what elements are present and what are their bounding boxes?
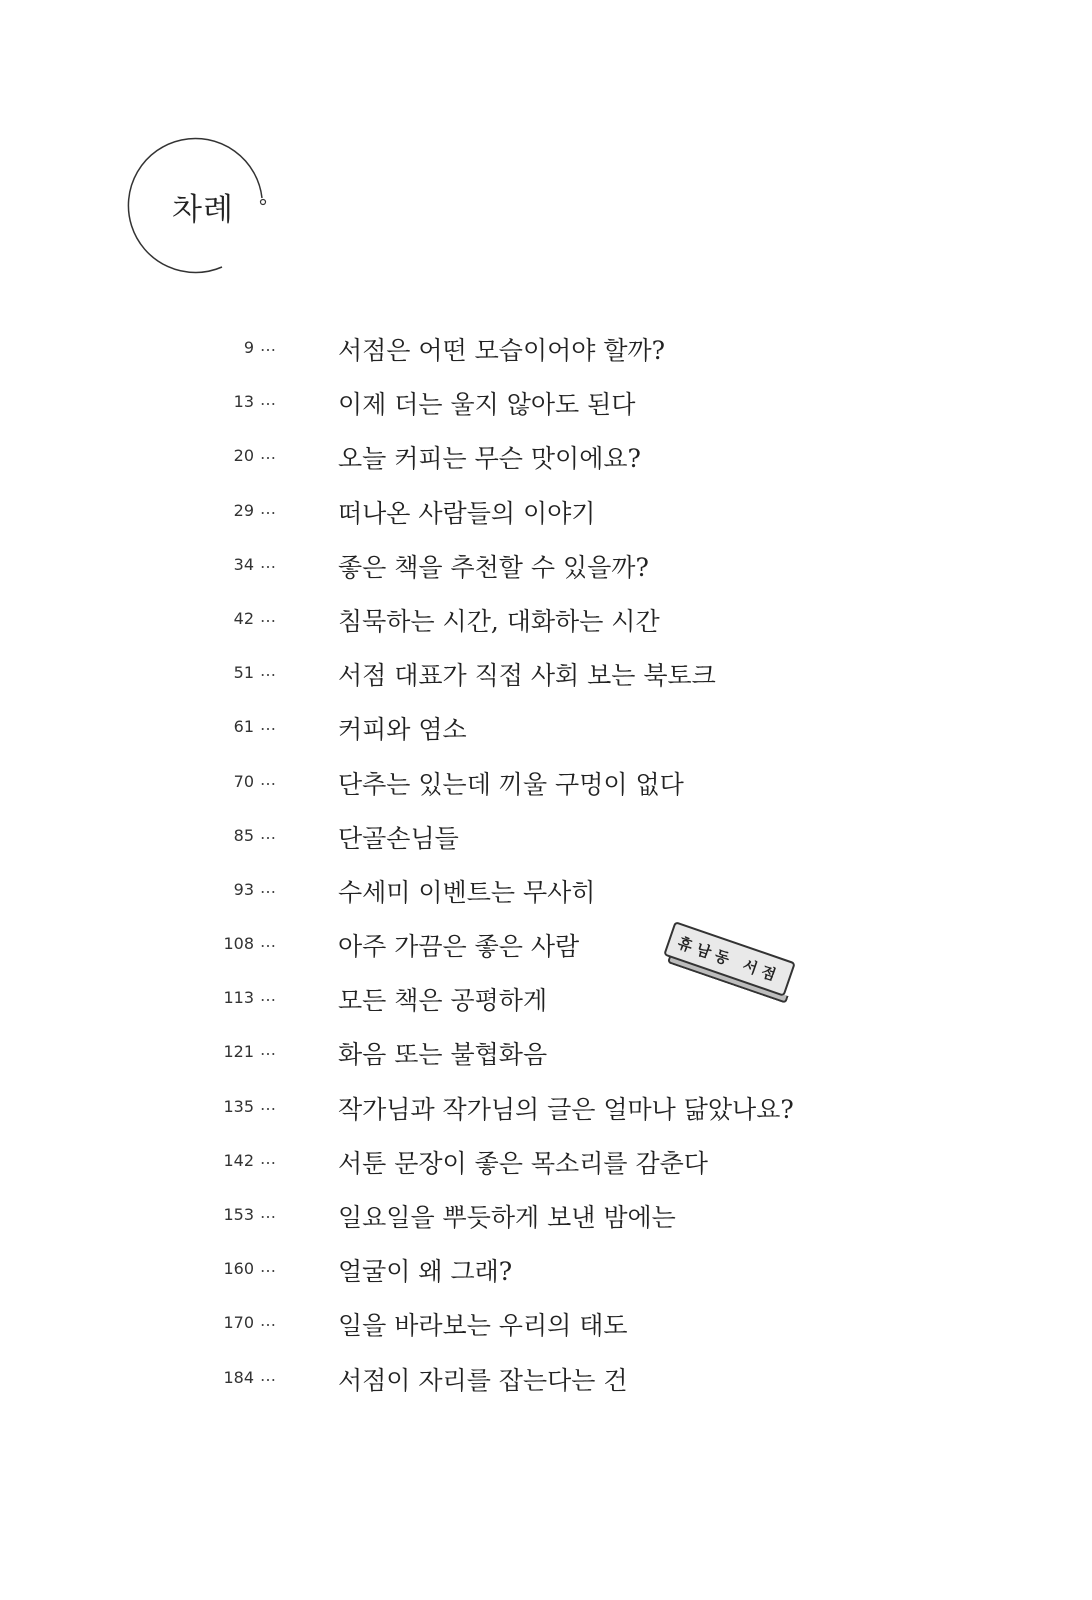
toc-leader: … bbox=[260, 444, 277, 464]
toc-leader: … bbox=[260, 552, 277, 572]
toc-entry bbox=[0, 378, 1092, 432]
toc-page-number: 70 bbox=[233, 771, 254, 791]
toc-leader: … bbox=[260, 769, 277, 789]
toc-page-number: 170 bbox=[223, 1313, 254, 1333]
toc-chapter-title: 커피와 염소 bbox=[338, 715, 467, 745]
toc-leader: … bbox=[260, 1148, 277, 1168]
toc-heading bbox=[126, 136, 268, 276]
toc-entry bbox=[0, 1354, 1092, 1408]
toc-chapter-title: 아주 가끔은 좋은 사람 bbox=[338, 932, 580, 962]
toc-chapter-title: 얼굴이 왜 그래? bbox=[338, 1257, 513, 1287]
toc-chapter-title: 침묵하는 시간, 대화하는 시간 bbox=[338, 606, 660, 636]
toc-entry bbox=[0, 812, 1092, 866]
toc-leader: … bbox=[260, 390, 277, 410]
toc-page-number: 153 bbox=[223, 1205, 254, 1224]
toc-leader: … bbox=[260, 336, 277, 355]
toc-page-number: 142 bbox=[223, 1150, 254, 1170]
toc-page-number: 121 bbox=[223, 1042, 254, 1062]
toc-entry bbox=[0, 1137, 1092, 1191]
toc-page-number: 160 bbox=[223, 1259, 254, 1279]
toc-page-number: 51 bbox=[233, 663, 254, 683]
toc-page-number: 61 bbox=[233, 717, 254, 737]
toc-entry bbox=[0, 1028, 1092, 1082]
toc-page-number: 113 bbox=[223, 988, 254, 1008]
toc-leader: … bbox=[260, 1094, 277, 1114]
toc-chapter-title: 화음 또는 불협화음 bbox=[338, 1040, 548, 1070]
toc-page-number: 29 bbox=[233, 500, 254, 520]
toc-entry bbox=[0, 758, 1092, 812]
toc-chapter-title: 수세미 이벤트는 무사히 bbox=[338, 877, 596, 907]
toc-chapter-title: 서점이 자리를 잡는다는 건 bbox=[338, 1365, 628, 1395]
toc-page-number: 108 bbox=[223, 934, 254, 954]
toc-entry bbox=[0, 974, 1092, 1028]
toc-entry bbox=[0, 1299, 1092, 1353]
toc-page-number: 34 bbox=[233, 554, 254, 574]
toc-leader: … bbox=[260, 498, 277, 518]
toc-page-number: 13 bbox=[233, 392, 254, 412]
toc-chapter-title: 일을 바라보는 우리의 태도 bbox=[338, 1311, 628, 1341]
toc-chapter-title: 좋은 책을 추천할 수 있을까? bbox=[338, 552, 649, 582]
toc-leader: … bbox=[260, 932, 277, 952]
toc-leader: … bbox=[260, 1203, 277, 1222]
toc-page-number: 9 bbox=[243, 338, 254, 357]
toc-leader: … bbox=[260, 1257, 277, 1277]
toc-entry bbox=[0, 920, 1092, 974]
toc-page-number: 20 bbox=[233, 446, 254, 466]
toc-entry bbox=[0, 1191, 1092, 1245]
toc-page-number: 135 bbox=[223, 1096, 254, 1116]
toc-leader: … bbox=[260, 877, 277, 897]
toc-chapter-title: 모든 책은 공평하게 bbox=[338, 986, 548, 1016]
toc-page-number: 184 bbox=[223, 1367, 254, 1387]
toc-page-number: 93 bbox=[233, 879, 254, 899]
table-of-contents bbox=[0, 324, 1092, 1408]
toc-entry bbox=[0, 487, 1092, 541]
toc-chapter-title: 단골손님들 bbox=[338, 823, 459, 853]
toc-leader: … bbox=[260, 661, 277, 681]
toc-chapter-title: 이제 더는 울지 않아도 된다 bbox=[338, 390, 636, 420]
toc-chapter-title: 서점은 어떤 모습이어야 할까? bbox=[338, 336, 666, 365]
toc-chapter-title: 일요일을 뿌듯하게 보낸 밤에는 bbox=[338, 1203, 676, 1232]
toc-chapter-title: 단추는 있는데 끼울 구멍이 없다 bbox=[338, 769, 684, 799]
toc-leader: … bbox=[260, 1311, 277, 1331]
toc-entry bbox=[0, 649, 1092, 703]
page-title: 차례 bbox=[172, 192, 234, 228]
toc-chapter-title: 오늘 커피는 무슨 맛이에요? bbox=[338, 444, 641, 474]
toc-entry bbox=[0, 1245, 1092, 1299]
toc-entry bbox=[0, 703, 1092, 757]
toc-page-number: 85 bbox=[233, 825, 254, 845]
toc-entry bbox=[0, 541, 1092, 595]
toc-leader: … bbox=[260, 986, 277, 1006]
toc-entry bbox=[0, 595, 1092, 649]
toc-leader: … bbox=[260, 606, 277, 626]
toc-chapter-title: 떠나온 사람들의 이야기 bbox=[338, 498, 596, 528]
toc-leader: … bbox=[260, 1365, 277, 1385]
toc-entry bbox=[0, 866, 1092, 920]
toc-page-number: 42 bbox=[233, 608, 254, 628]
toc-entry bbox=[0, 1083, 1092, 1137]
toc-leader: … bbox=[260, 823, 277, 843]
toc-chapter-title: 서점 대표가 직접 사회 보는 북토크 bbox=[338, 661, 716, 691]
stamp-label: 휴남동 서점 bbox=[663, 921, 796, 997]
toc-chapter-title: 작가님과 작가님의 글은 얼마나 닮았나요? bbox=[338, 1094, 794, 1124]
toc-leader: … bbox=[260, 715, 277, 735]
toc-entry bbox=[0, 324, 1092, 378]
toc-entry bbox=[0, 432, 1092, 486]
toc-leader: … bbox=[260, 1040, 277, 1060]
toc-chapter-title: 서툰 문장이 좋은 목소리를 감춘다 bbox=[338, 1148, 708, 1178]
